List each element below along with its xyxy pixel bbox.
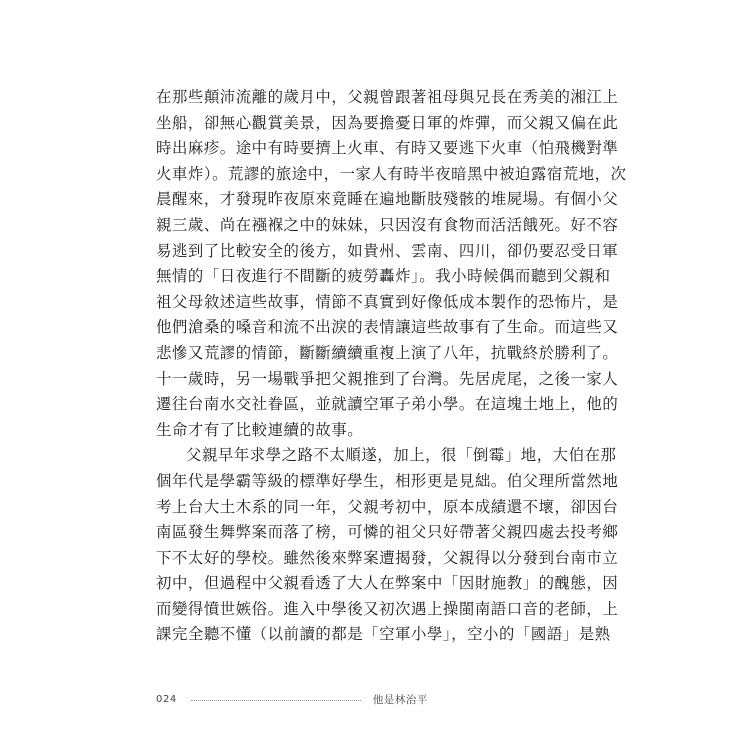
- text-line: 南區發生舞弊案而落了榜，可憐的祖父只好帶著父親四處去投考鄉: [156, 523, 619, 542]
- text-line: 考上台大土木系的同一年，父親考初中，原本成績還不壞，卻因台: [156, 497, 619, 516]
- running-title: 他是林治平: [372, 693, 428, 706]
- text-line: 時出麻疹。途中有時要擠上火車、有時又要逃下火車（怕飛機對準: [156, 139, 619, 158]
- text-line: 個年代是學霸等級的標準好學生，相形更是見絀。伯父理所當然地: [156, 471, 619, 490]
- page-number: 024: [156, 693, 177, 705]
- text-line: 生命才有了比較連續的故事。: [156, 420, 364, 439]
- text-line: 親三歲、尚在襁褓之中的妹妹，只因沒有食物而活活餓死。好不容: [156, 215, 619, 234]
- text-line: 晨醒來，才發現昨夜原來竟睡在遍地斷肢殘骸的堆屍場。有個小父: [156, 190, 619, 209]
- text-line: 易逃到了比較安全的後方，如貴州、雲南、四川，卻仍要忍受日軍: [156, 241, 619, 260]
- page-footer: [156, 689, 596, 709]
- body-text: [156, 85, 627, 648]
- text-line: 十一歲時，另一場戰爭把父親推到了台灣。先居虎尾，之後一家人: [156, 369, 619, 388]
- text-line: 課完全聽不懂（以前讀的都是「空軍小學」，空小的「國語」是熟: [156, 625, 611, 644]
- text-line: 下不太好的學校。雖然後來弊案遭揭發，父親得以分發到台南市立: [156, 548, 619, 567]
- text-line: 他們滄桑的嗓音和流不出淚的表情讓這些故事有了生命。而這些又: [156, 318, 619, 337]
- text-line: 而變得憤世嫉俗。進入中學後又初次遇上操閩南語口音的老師，上: [156, 599, 619, 618]
- text-line: 無情的「日夜進行不間斷的疲勞轟炸」。我小時候偶而聽到父親和: [156, 267, 611, 286]
- text-line: 悲慘又荒謬的情節，斷斷續續重複上演了八年，抗戰終於勝利了。: [156, 343, 619, 362]
- dotted-divider: [191, 700, 361, 701]
- paragraph-start-line: 父親早年求學之路不太順遂，加上，很「倒霉」地，大伯在那: [186, 446, 617, 465]
- text-line: 祖父母敘述這些故事，情節不真實到好像低成本製作的恐怖片，是: [156, 292, 619, 311]
- text-line: 火車炸）。荒謬的旅途中，一家人有時半夜暗黑中被迫露宿荒地，次: [156, 164, 627, 183]
- text-line: 遷往台南水交社眷區，並就讀空軍子弟小學。在這塊土地上，他的: [156, 395, 619, 414]
- text-line: 在那些顛沛流離的歲月中，父親曾跟著祖母與兄長在秀美的湘江上: [156, 88, 619, 106]
- text-line: 初中，但過程中父親看透了大人在弊案中「因財施教」的醜態，因: [156, 574, 619, 593]
- text-line: 坐船，卻無心觀賞美景，因為要擔憂日軍的炸彈，而父親又偏在此: [156, 113, 619, 132]
